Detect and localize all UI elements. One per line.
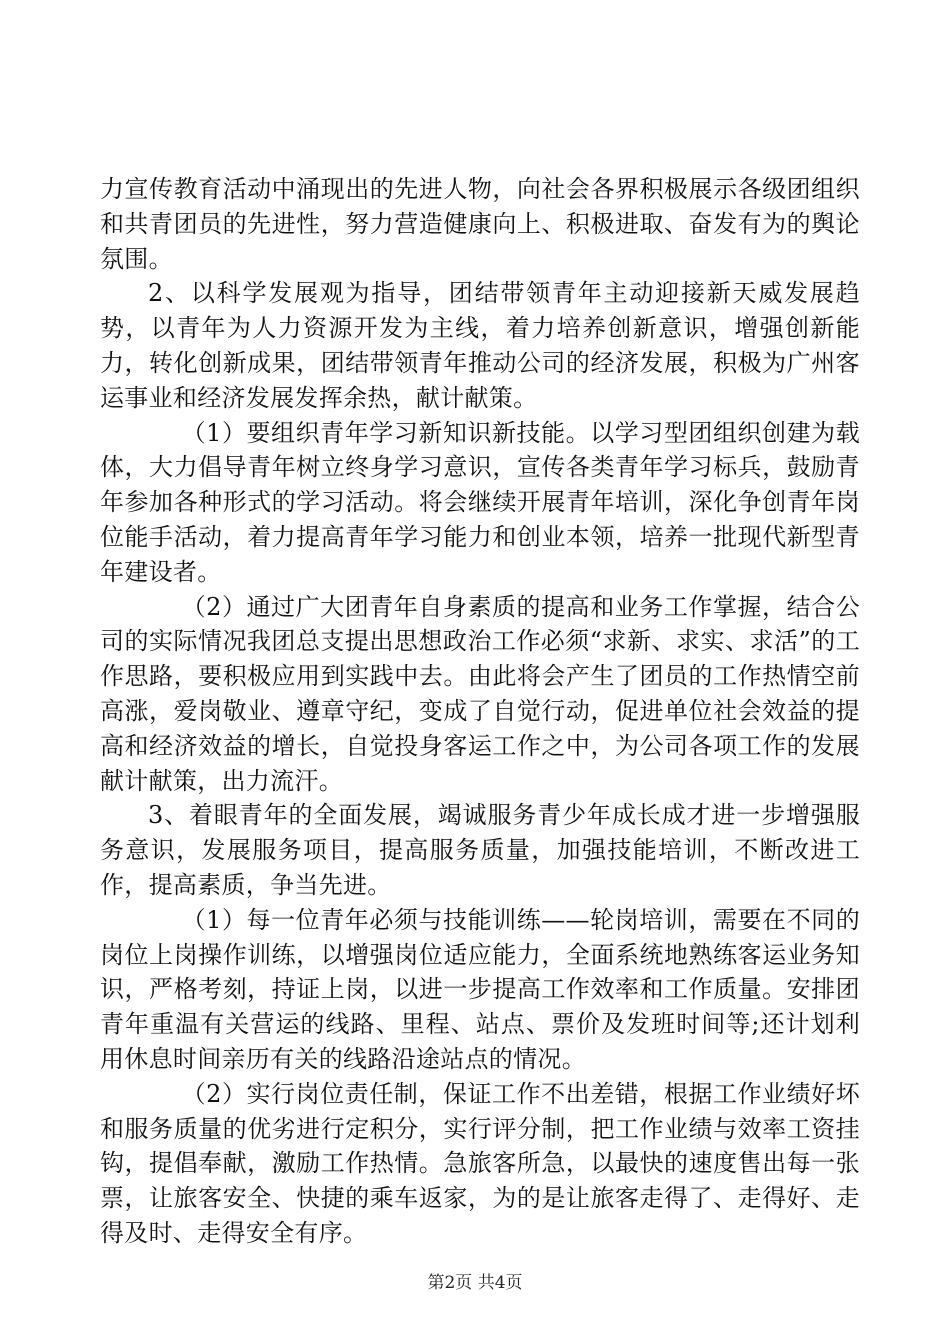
paragraph-section-2-item-2: （2）通过广大团青年自身素质的提高和业务工作掌握，结合公司的实际情况我团总支提出思想政治工作必须“求新、求实、求活”的工作思路，要积极应用到实践中去。由此将会产生了团员的工作热情空前高涨，爱岗敬业、遵章守纪，变成了自觉行动，促进单位社会效益的提高和经济效益的增长，自觉投身客运工作之中，为公司各项工作的发展献计献策，出力流汗。 bbox=[100, 592, 860, 795]
document-body bbox=[100, 172, 860, 1251]
page-footer: 第2页 共4页 bbox=[427, 1273, 523, 1293]
paragraph-section-2-item-1: （1）要组织青年学习新知识新技能。以学习型团组织创建为载体，大力倡导青年树立终身学习意识，宣传各类青年学习标兵，鼓励青年参加各种形式的学习活动。将会继续开展青年培训，深化争创青年岗位能手活动，着力提高青年学习能力和创业本领，培养一批现代新型青年建设者。 bbox=[100, 418, 860, 586]
paragraph-section-3: 3、着眼青年的全面发展，竭诚服务青少年成长成才进一步增强服务意识，发展服务项目，提高服务质量，加强技能培训，不断改进工作，提高素质，争当先进。 bbox=[100, 801, 860, 899]
paragraph-section-3-item-2: （2）实行岗位责任制，保证工作不出差错，根据工作业绩好坏和服务质量的优劣进行定积分，实行评分制，把工作业绩与效率工资挂钩，提倡奉献，激励工作热情。急旅客所急，以最快的速度售出每一张票，让旅客安全、快捷的乘车返家，为的是让旅客走得了、走得好、走得及时、走得安全有序。 bbox=[100, 1079, 860, 1247]
paragraph-continuation: 力宣传教育活动中涌现出的先进人物，向社会各界积极展示各级团组织和共青团员的先进性，努力营造健康向上、积极进取、奋发有为的舆论氛围。 bbox=[100, 175, 860, 273]
paragraph-section-3-item-1: （1）每一位青年必须与技能训练——轮岗培训，需要在不同的岗位上岗操作训练，以增强岗位适应能力，全面系统地熟练客运业务知识，严格考刻，持证上岗，以进一步提高工作效率和工作质量。安排团青年重温有关营运的线路、里程、站点、票价及发班时间等;还计划利用休息时间亲历有关的线路沿途站点的情况。 bbox=[100, 905, 860, 1073]
paragraph-section-2: 2、以科学发展观为指导，团结带领青年主动迎接新天威发展趋势，以青年为人力资源开发为主线，着力培养创新意识，增强创新能力，转化创新成果，团结带领青年推动公司的经济发展，积极为广州客运事业和经济发展发挥余热，献计献策。 bbox=[100, 279, 860, 412]
